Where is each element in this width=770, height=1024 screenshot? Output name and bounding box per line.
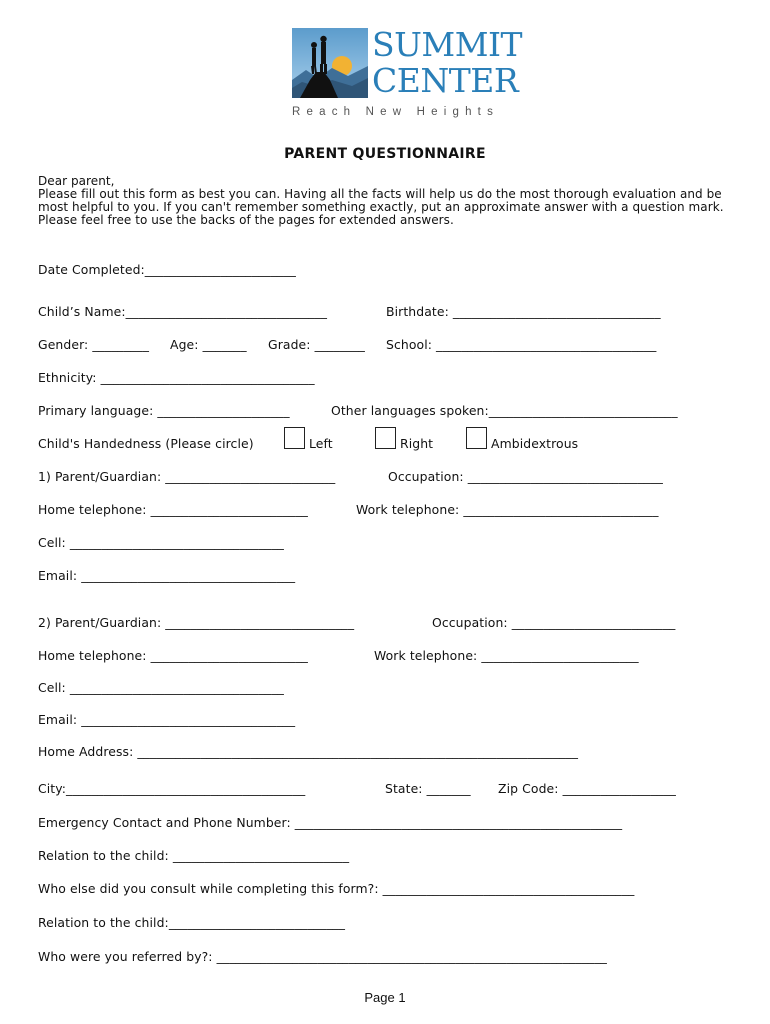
page-number: Page 1: [364, 990, 406, 1005]
brand-name-line1: SUMMIT: [372, 25, 523, 64]
intro-line: most helpful to you. If you can't remember something exactly, put an approximate answer with a question mark.: [38, 200, 724, 214]
zip-code-field[interactable]: Zip Code: __________________: [498, 781, 676, 796]
intro-line: Dear parent,: [38, 174, 115, 188]
parent2-email-field[interactable]: Email: __________________________________: [38, 712, 296, 727]
age-field[interactable]: Age: _______: [170, 337, 247, 352]
parent1-email-field[interactable]: Email: __________________________________: [38, 568, 296, 583]
school-field[interactable]: School: ___________________________________: [386, 337, 657, 352]
left-hand-label: Left: [309, 436, 333, 451]
parent1-occupation-field[interactable]: Occupation: _______________________________: [388, 469, 663, 484]
home-address-field[interactable]: Home Address: ______________________________________________________________________: [38, 744, 579, 759]
grade-field[interactable]: Grade: ________: [268, 337, 365, 352]
birthdate-field[interactable]: Birthdate: _________________________________: [386, 304, 661, 319]
consulted-person-field[interactable]: Who else did you consult while completing this form?: ________________________________________: [38, 881, 635, 896]
intro-line: Please fill out this form as best you can. Having all the facts will help us do the most thorough evaluation and be: [38, 187, 722, 201]
parent1-name-field[interactable]: 1) Parent/Guardian: ___________________________: [38, 469, 336, 484]
other-languages-field[interactable]: Other languages spoken:______________________________: [331, 403, 678, 418]
consulted-relation-field[interactable]: Relation to the child:____________________________: [38, 915, 346, 930]
childs-name-field[interactable]: Child’s Name:________________________________: [38, 304, 328, 319]
referred-by-field[interactable]: Who were you referred by?: ______________________________________________________________: [38, 949, 607, 964]
right-hand-checkbox[interactable]: [375, 427, 396, 449]
city-field[interactable]: City:______________________________________: [38, 781, 306, 796]
ethnicity-field[interactable]: Ethnicity: __________________________________: [38, 370, 315, 385]
parent2-home-telephone-field[interactable]: Home telephone: _________________________: [38, 648, 308, 663]
mountain-logo-icon: [292, 28, 368, 98]
parent1-home-telephone-field[interactable]: Home telephone: _________________________: [38, 502, 308, 517]
emergency-contact-field[interactable]: Emergency Contact and Phone Number: ____________________________________________________: [38, 815, 623, 830]
brand-name-line2: CENTER: [372, 61, 519, 100]
emergency-relation-field[interactable]: Relation to the child: ____________________________: [38, 848, 350, 863]
ambidextrous-checkbox[interactable]: [466, 427, 487, 449]
parent1-work-telephone-field[interactable]: Work telephone: _______________________________: [356, 502, 659, 517]
gender-field[interactable]: Gender: _________: [38, 337, 150, 352]
handedness-label: Child's Handedness (Please circle): [38, 436, 254, 451]
date-completed-field[interactable]: Date Completed:________________________: [38, 262, 296, 277]
summit-center-logo: [290, 25, 523, 122]
ambidextrous-label: Ambidextrous: [491, 436, 579, 451]
left-hand-checkbox[interactable]: [284, 427, 305, 449]
intro-paragraph: [38, 175, 763, 227]
parent2-occupation-field[interactable]: Occupation: __________________________: [432, 615, 676, 630]
right-hand-label: Right: [400, 436, 434, 451]
parent2-work-telephone-field[interactable]: Work telephone: _________________________: [374, 648, 639, 663]
page-title: PARENT QUESTIONNAIRE: [284, 146, 486, 162]
parent2-cell-field[interactable]: Cell: __________________________________: [38, 680, 284, 695]
primary-language-field[interactable]: Primary language: _____________________: [38, 403, 290, 418]
intro-line: Please feel free to use the backs of the pages for extended answers.: [38, 213, 454, 227]
parent1-cell-field[interactable]: Cell: __________________________________: [38, 535, 284, 550]
parent2-name-field[interactable]: 2) Parent/Guardian: ______________________________: [38, 615, 355, 630]
brand-tagline: Reach New Heights: [292, 106, 500, 118]
state-field[interactable]: State: _______: [385, 781, 471, 796]
